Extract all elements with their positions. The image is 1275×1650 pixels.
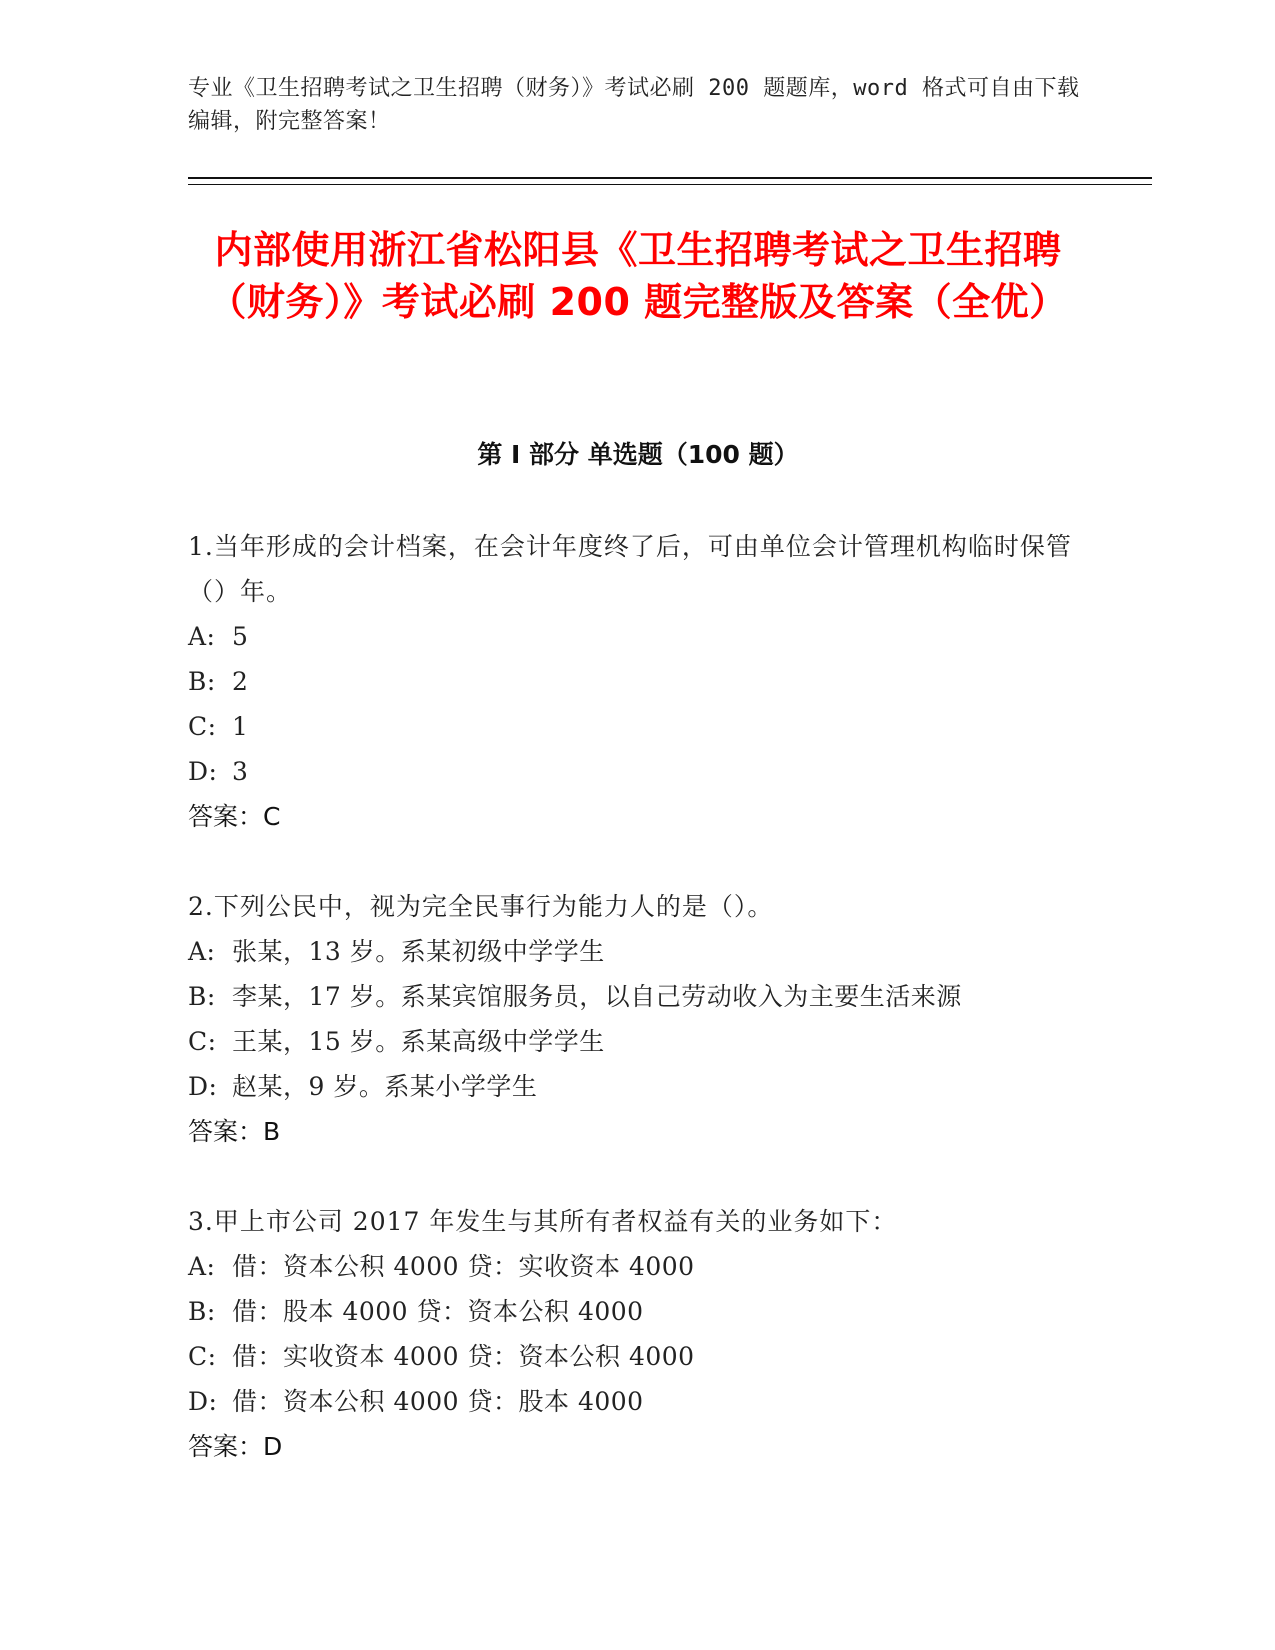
option-b xyxy=(188,1289,1088,1334)
option-c xyxy=(188,704,1088,749)
option-b xyxy=(188,659,1088,704)
option-text: 5 xyxy=(232,622,249,651)
question-2 xyxy=(188,884,1088,1154)
option-text: 2 xyxy=(232,667,249,696)
section-heading: 第 I 部分 单选题（100 题） xyxy=(477,440,799,469)
answer-line: 答案：C xyxy=(188,802,281,831)
option-letter: B: xyxy=(188,667,216,696)
question-stem: 3.甲上市公司 2017 年发生与其所有者权益有关的业务如下： xyxy=(188,1207,898,1236)
option-text: 赵某，9 岁。系某小学学生 xyxy=(232,1072,538,1101)
option-letter: A: xyxy=(188,1252,216,1281)
option-d xyxy=(188,749,1088,794)
option-a xyxy=(188,929,1088,974)
option-letter: B: xyxy=(188,982,216,1011)
question-stem: 2.下列公民中，视为完全民事行为能力人的是（）。 xyxy=(188,892,774,921)
header-divider-thin xyxy=(188,184,1152,185)
option-text: 借：资本公积 4000 贷：股本 4000 xyxy=(232,1387,644,1416)
option-letter: D: xyxy=(188,757,218,786)
option-text: 借：资本公积 4000 贷：实收资本 4000 xyxy=(232,1252,695,1281)
option-text: 李某，17 岁。系某宾馆服务员，以自己劳动收入为主要生活来源 xyxy=(232,982,962,1011)
option-letter: A: xyxy=(188,622,216,651)
option-c xyxy=(188,1334,1088,1379)
option-letter: C: xyxy=(188,1342,217,1371)
document-title: 内部使用浙江省松阳县《卫生招聘考试之卫生招聘（财务）》考试必刷 200 题完整版及答案（全优） xyxy=(208,228,1068,324)
option-text: 3 xyxy=(232,757,249,786)
option-letter: C: xyxy=(188,712,217,741)
option-d xyxy=(188,1064,1088,1109)
option-a xyxy=(188,1244,1088,1289)
option-letter: D: xyxy=(188,1387,218,1416)
option-c xyxy=(188,1019,1088,1064)
header-note: 专业《卫生招聘考试之卫生招聘（财务）》考试必刷 200 题题库，word 格式可自由下载编辑，附完整答案！ xyxy=(188,76,1080,134)
option-text: 张某，13 岁。系某初级中学学生 xyxy=(232,937,605,966)
option-letter: D: xyxy=(188,1072,218,1101)
header-divider-thick xyxy=(188,177,1152,179)
option-letter: C: xyxy=(188,1027,217,1056)
option-letter: A: xyxy=(188,937,216,966)
question-1 xyxy=(188,524,1088,839)
answer-line: 答案：D xyxy=(188,1432,283,1461)
option-a xyxy=(188,614,1088,659)
answer-line: 答案：B xyxy=(188,1117,281,1146)
option-text: 借：实收资本 4000 贷：资本公积 4000 xyxy=(232,1342,695,1371)
option-b xyxy=(188,974,1088,1019)
question-3 xyxy=(188,1199,1088,1469)
option-d xyxy=(188,1379,1088,1424)
question-stem: 1.当年形成的会计档案，在会计年度终了后，可由单位会计管理机构临时保管（）年。 xyxy=(188,532,1072,606)
option-letter: B: xyxy=(188,1297,216,1326)
option-text: 借：股本 4000 贷：资本公积 4000 xyxy=(232,1297,644,1326)
option-text: 1 xyxy=(232,712,249,741)
option-text: 王某，15 岁。系某高级中学学生 xyxy=(232,1027,605,1056)
